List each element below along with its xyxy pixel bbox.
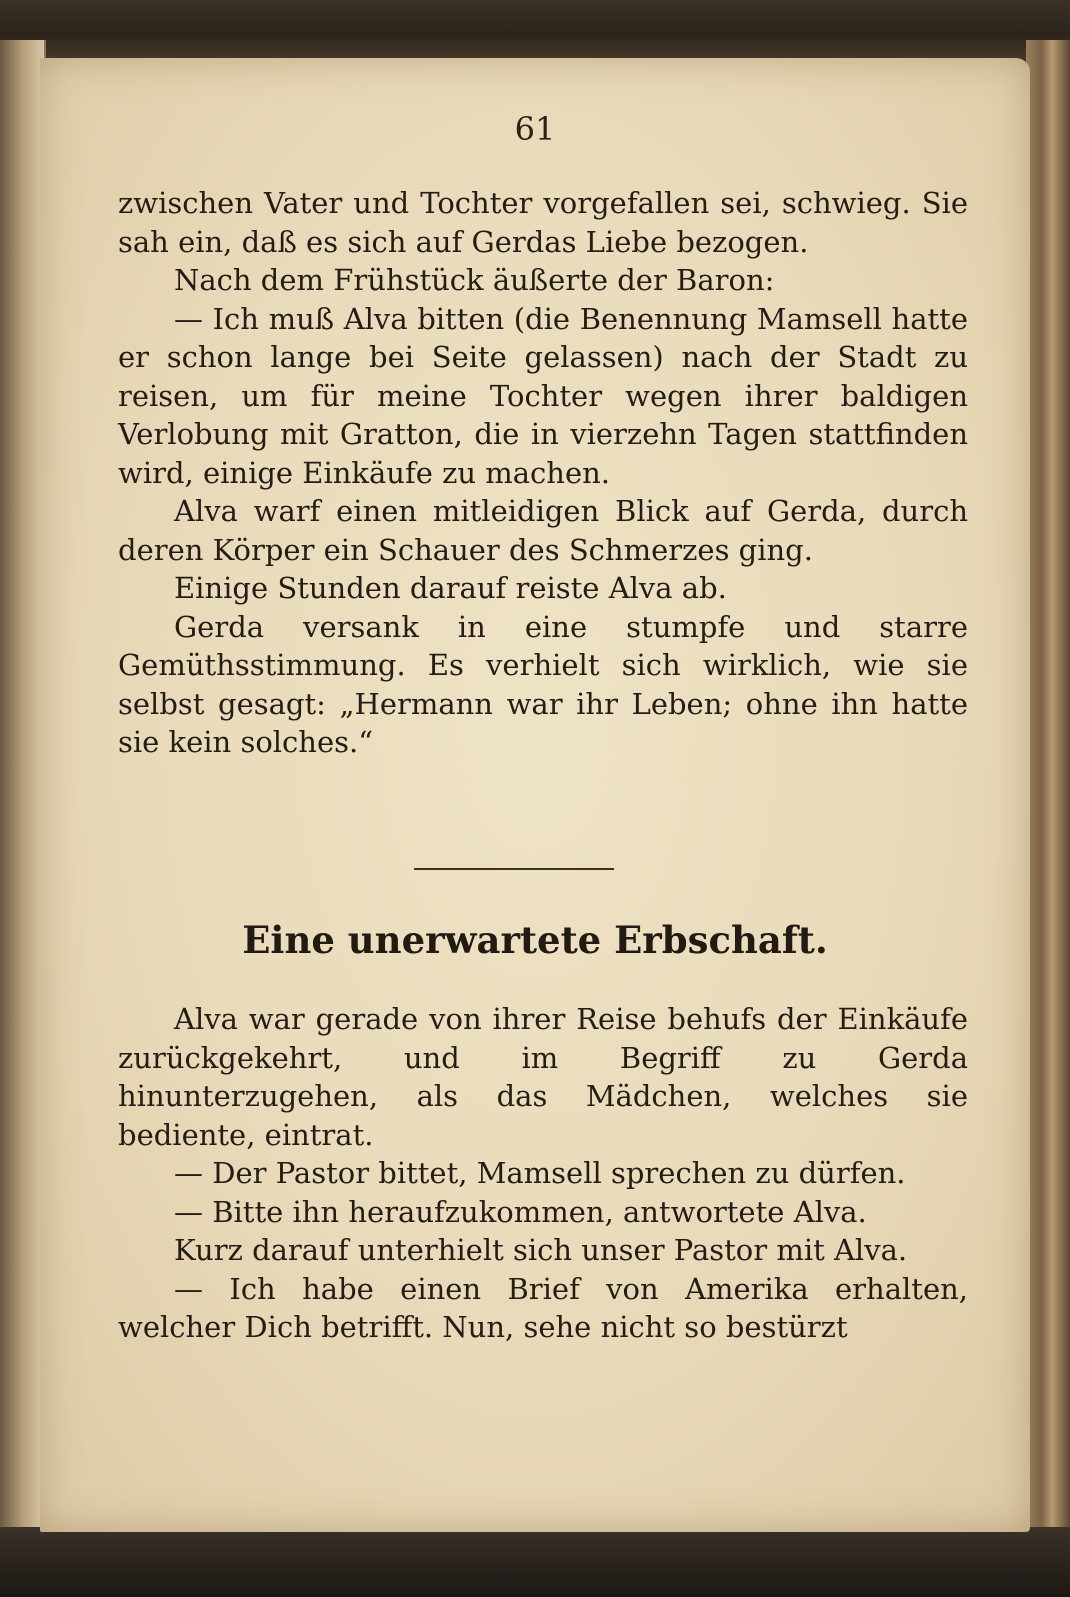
paragraph: Nach dem Frühstück äußerte der Baron: [174,263,775,297]
book-top-edge [0,0,1070,62]
page-stack-edge [1026,40,1070,1560]
paragraph: — Der Pastor bittet, Mamsell sprechen zu dürfen. [174,1156,906,1190]
paragraph: Gerda versank in eine stumpfe und starre Gemüthsstimmung. Es verhielt sich wirklich, wie sie selbst gesagt: „Hermann war ihr Leben; ohne ihn hatte sie kein solches.“ [118,609,968,759]
page-number: 61 [514,110,556,148]
paragraph: Alva warf einen mitleidigen Blick auf Gerda, durch deren Körper ein Schauer des Schmerzes ging. [118,494,968,567]
paragraph: — Ich muß Alva bitten (die Benennung Mamsell hatte er schon lange bei Seite gelassen) nach der Stadt zu reisen, um für meine Tochter wegen ihrer baldigen Verlobung mit Gratton, die in vierzehn Tagen stattfinden wird, einige Einkäufe zu machen. [118,301,968,490]
book-page [40,58,1030,1532]
text-block-after-heading [118,1000,968,1347]
paragraph: Kurz darauf unterhielt sich unser Pastor mit Alva. [174,1233,908,1267]
book-bottom-edge [0,1527,1070,1597]
paragraph: Einige Stunden darauf reiste Alva ab. [174,571,727,605]
paragraph: zwischen Vater und Tochter vorgefallen sei, schwieg. Sie sah ein, daß es sich auf Gerdas Liebe bezogen. [118,186,968,259]
paragraph: — Ich habe einen Brief von Amerika erhalten, welcher Dich betrifft. Nun, sehe nicht so bestürzt [118,1271,968,1344]
text-block-before-heading [118,184,968,762]
chapter-heading: Eine unerwartete Erbschaft. [242,918,828,962]
paragraph: — Bitte ihn heraufzukommen, antwortete Alva. [174,1194,867,1229]
paragraph: Alva war gerade von ihrer Reise behufs der Einkäufe zurückgekehrt, und im Begriff zu Gerda hinunterzugehen, als das Mädchen, welches sie bediente, eintrat. [118,1002,968,1152]
section-divider [414,868,614,870]
